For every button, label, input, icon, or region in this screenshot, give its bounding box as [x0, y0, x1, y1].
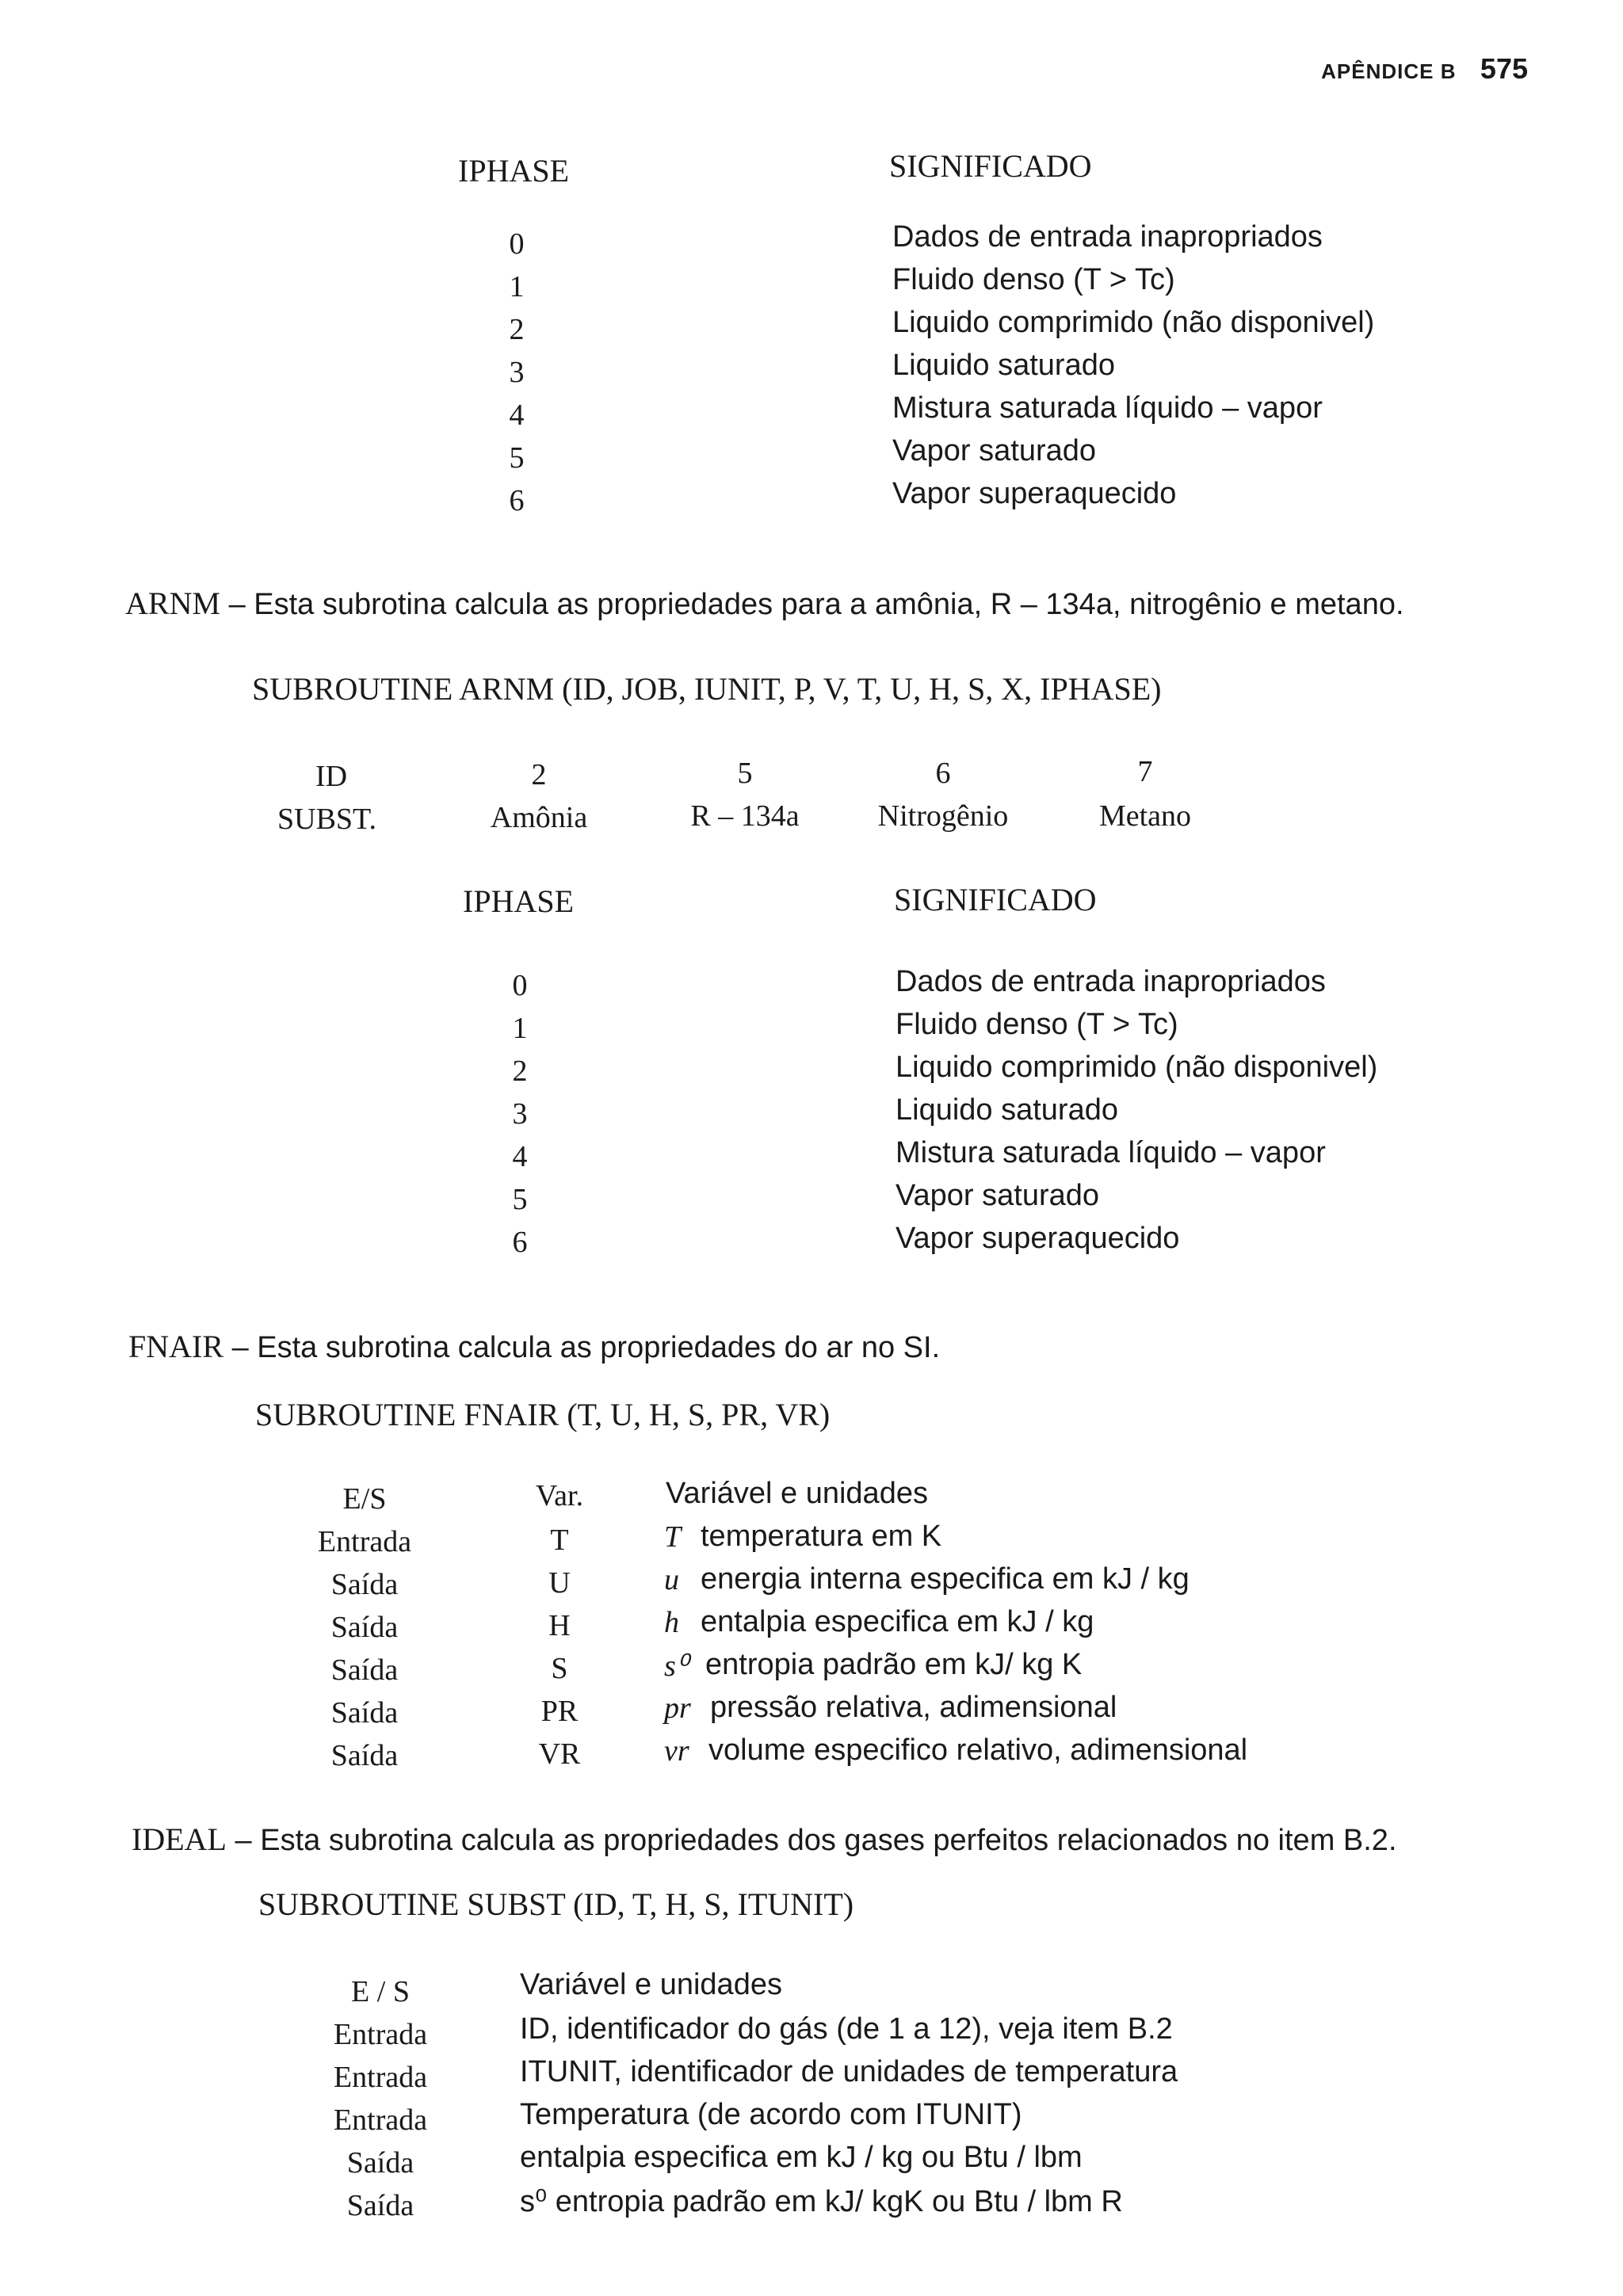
desc-cell: entalpia especifica em kJ / kg ou Btu / lbm: [520, 2141, 1083, 2174]
es-col-header: E/S: [342, 1482, 387, 1516]
iphase-meaning: Dados de entrada inapropriados: [892, 220, 1323, 254]
desc-cell: pressão relativa, adimensional: [710, 1691, 1117, 1724]
iphase-code: 3: [512, 1097, 528, 1131]
substance-name: R – 134a: [690, 799, 800, 833]
iphase-code: 1: [509, 270, 525, 303]
desc-col-header: Variável e unidades: [666, 1477, 928, 1510]
desc-cell: s⁰ entropia padrão em kJ/ kgK ou Btu / lbm R: [520, 2185, 1123, 2218]
substance-name: Metano: [1098, 799, 1192, 833]
es-cell: Saída: [330, 1696, 399, 1730]
substance-name: Nitrogênio: [877, 799, 1009, 833]
iphase-meaning: Liquido saturado: [896, 1093, 1118, 1127]
iphase-meaning: Dados de entrada inapropriados: [896, 965, 1326, 998]
desc-cell: ID, identificador do gás (de 1 a 12), veja item B.2: [520, 2012, 1173, 2046]
iphase-code: 0: [509, 227, 525, 261]
iphase-meaning: Vapor saturado: [892, 434, 1097, 467]
es-cell: Saída: [346, 2146, 414, 2180]
var-symbol: u: [664, 1563, 679, 1596]
iphase-meaning: Liquido saturado: [892, 349, 1115, 382]
es-cell: Entrada: [333, 2103, 428, 2137]
fnair-subroutine-signature: SUBROUTINE FNAIR (T, U, H, S, PR, VR): [255, 1397, 831, 1432]
iphase-code: 0: [512, 969, 528, 1002]
es-cell: Entrada: [317, 1525, 412, 1558]
es-cell: Saída: [330, 1568, 399, 1601]
var-cell: H: [548, 1609, 571, 1642]
running-header: [1321, 52, 1528, 86]
page-number: 575: [1480, 52, 1528, 85]
var-cell: VR: [538, 1737, 581, 1771]
substance-id: 7: [1137, 755, 1153, 788]
fnair-name: FNAIR: [128, 1329, 224, 1364]
iphase-meaning: Liquido comprimido (não disponivel): [892, 306, 1375, 339]
es-cell: Saída: [330, 1611, 399, 1644]
var-symbol: vr: [664, 1734, 689, 1768]
fnair-description: – Esta subrotina calcula as propriedades do ar no SI.: [223, 1331, 941, 1364]
iphase-meaning: Vapor superaquecido: [896, 1222, 1180, 1255]
var-symbol: s⁰: [664, 1650, 689, 1683]
iphase-meaning: Vapor saturado: [896, 1179, 1100, 1212]
iphase-meaning: Mistura saturada líquido – vapor: [896, 1136, 1326, 1169]
iphase-code: 1: [512, 1012, 528, 1045]
significado-col-header: SIGNIFICADO: [889, 148, 1092, 184]
id-label: ID: [315, 760, 348, 793]
arnm-section-title: [125, 585, 1404, 622]
ideal-description: – Esta subrotina calcula as propriedades dos gases perfeitos relacionados no item B.2.: [226, 1824, 1397, 1857]
arnm-subroutine-signature: SUBROUTINE ARNM (ID, JOB, IUNIT, P, V, T, U, H, S, X, IPHASE): [252, 671, 1162, 707]
es-col-header: E / S: [351, 1975, 410, 2008]
es-cell: Saída: [330, 1739, 399, 1772]
var-cell: T: [550, 1524, 569, 1557]
ideal-section-title: [132, 1821, 1397, 1858]
iphase-meaning: Liquido comprimido (não disponivel): [896, 1051, 1378, 1084]
var-cell: U: [548, 1566, 571, 1600]
iphase-meaning: Fluido denso (T > Tc): [896, 1008, 1178, 1041]
desc-cell: ITUNIT, identificador de unidades de temperatura: [520, 2055, 1178, 2088]
substance-id: 2: [531, 758, 547, 791]
iphase-col-header: IPHASE: [458, 153, 570, 189]
iphase-meaning: Mistura saturada líquido – vapor: [892, 391, 1323, 425]
desc-cell: entropia padrão em kJ/ kg K: [705, 1648, 1083, 1681]
desc-cell: temperatura em K: [701, 1520, 942, 1553]
ideal-name: IDEAL: [132, 1821, 227, 1857]
iphase-code: 4: [512, 1140, 528, 1173]
var-symbol: h: [664, 1606, 679, 1639]
var-symbol: pr: [664, 1691, 691, 1725]
iphase-meaning: Vapor superaquecido: [892, 477, 1177, 510]
substance-name: Amônia: [490, 801, 588, 834]
es-cell: Entrada: [333, 2061, 428, 2094]
desc-cell: volume especifico relativo, adimensional: [708, 1733, 1248, 1767]
iphase-code: 2: [509, 313, 525, 346]
arnm-name: ARNM: [125, 585, 221, 621]
desc-cell: energia interna especifica em kJ / kg: [701, 1562, 1190, 1596]
subst-label: SUBST.: [277, 803, 376, 836]
desc-cell: entalpia especifica em kJ / kg: [701, 1605, 1094, 1638]
es-cell: Saída: [330, 1653, 399, 1687]
substance-id: 6: [935, 757, 951, 790]
es-cell: Saída: [346, 2189, 414, 2222]
iphase-col-header: IPHASE: [463, 883, 575, 919]
es-cell: Entrada: [333, 2018, 428, 2051]
iphase-code: 6: [509, 484, 525, 517]
desc-col-header: Variável e unidades: [520, 1968, 782, 2001]
arnm-description: – Esta subrotina calcula as propriedades para a amônia, R – 134a, nitrogênio e metano.: [220, 588, 1404, 621]
fnair-section-title: [128, 1328, 940, 1365]
iphase-code: 4: [509, 399, 525, 432]
header-label: APÊNDICE B: [1321, 59, 1457, 83]
significado-col-header: SIGNIFICADO: [894, 882, 1097, 917]
iphase-code: 5: [509, 441, 525, 475]
iphase-code: 2: [512, 1055, 528, 1088]
var-cell: PR: [540, 1695, 579, 1728]
var-cell: S: [551, 1652, 568, 1685]
iphase-code: 5: [512, 1183, 528, 1216]
var-symbol: T: [664, 1520, 682, 1554]
desc-cell: Temperatura (de acordo com ITUNIT): [520, 2098, 1022, 2131]
iphase-meaning: Fluido denso (T > Tc): [892, 263, 1175, 296]
ideal-subroutine-signature: SUBROUTINE SUBST (ID, T, H, S, ITUNIT): [258, 1886, 854, 1922]
var-col-header: Var.: [535, 1479, 584, 1512]
iphase-code: 6: [512, 1226, 528, 1259]
iphase-code: 3: [509, 356, 525, 389]
substance-id: 5: [737, 757, 753, 790]
